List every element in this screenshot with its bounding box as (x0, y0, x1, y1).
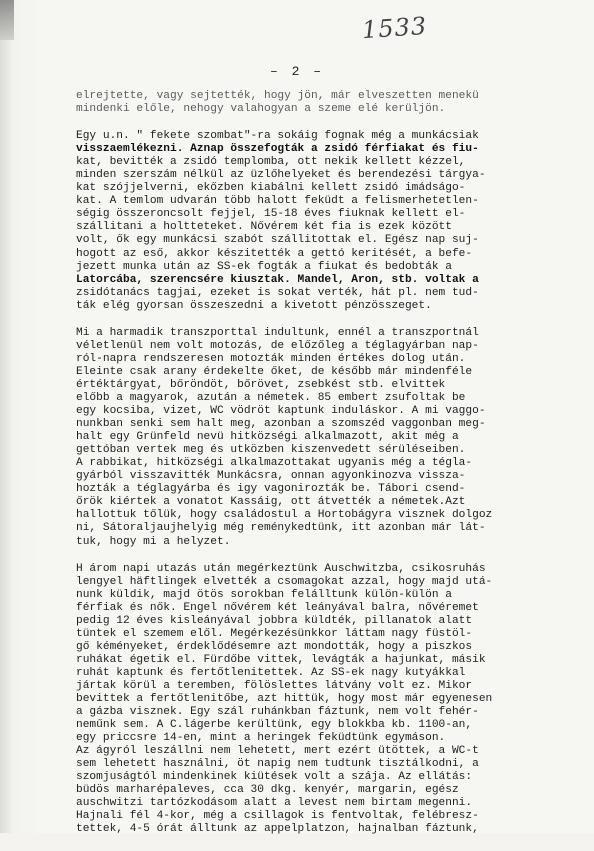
text-line: Mi a harmadik transzporttal indultunk, ennél a transzportnál (76, 326, 479, 339)
paragraph (76, 130, 582, 313)
text-line: ról-napra rendszeresen motozták minden értékes dolog után. (76, 352, 466, 365)
scan-edge-mark (0, 0, 14, 40)
text-line: ségig összeroncsolt fejjel, 15-18 éves fiuknak kellett el- (76, 208, 466, 221)
paragraph (76, 327, 582, 549)
text-line: volt, ők egy munkácsi szabót szállitottak el. Egész nap suj- (76, 234, 479, 247)
text-line: minden szerszám nélkül az üzlőhelyeket és berendezési tárgya- (76, 169, 486, 182)
text-line: ruhákat égetik el. Fürdőbe vittek, levágták a hajunkat, másik (76, 653, 486, 666)
text-line: elrejtette, vagy sejtették, hogy jön, már elveszetten menekü (76, 90, 479, 102)
text-line: hallottuk tőlük, hogy családostul a Hortobágyra visznek dolgoz (76, 509, 493, 522)
text-line: ruhát kaptunk és fertőtlenitettek. Az SS-ek nagy kutyákkal (76, 666, 466, 679)
text-line: gyárból visszavitték Munkácsra, onnan agyonkinozva vissza- (76, 470, 466, 483)
text-line: szállitani a holtteteket. Nővérem két fia is ezek között (76, 221, 452, 234)
text-line: zsidótanács tagjai, ezeket is sokat verték, hát pl. nem tud- (76, 286, 479, 299)
text-line: jezett munka után az SS-ek fogták a fiukat és bedobták a (76, 260, 452, 273)
text-line: gettóban vertek meg és utközben kiszenvedett sérüléseiben. (76, 444, 466, 457)
paragraph (76, 90, 582, 116)
text-line: Az ágyról leszállni nem lehetett, mert ezért ütöttek, a WC-t (76, 745, 479, 758)
text-line: A rabbikat, hitközségi alkalmazottakat ugyanis még a tégla- (76, 457, 473, 470)
text-line: tettek, 4-5 órát álltunk az appelplatzon, hajnalban fáztunk, (76, 823, 479, 836)
text-line: nunk küldik, majd ötös sorokban felálltunk külön-külön a (76, 588, 452, 601)
text-line: ták elég gyorsan összeszedni a kivetott pénzösszeget. (76, 299, 432, 312)
text-line: tuk, hogy mi a helyzet. (76, 535, 231, 548)
text-line: Hajnali fél 4-kor, még a csillagok is fentvoltak, felébresz- (76, 810, 479, 823)
text-line: kat szójjelverni, ekőzben kiabálni kellett zsidó imádságo- (76, 182, 466, 195)
text-line: mindenki előle, nehogy valahogyan a szeme elé kerüljön. (76, 103, 446, 116)
text-line: tüntek el szemem elől. Megérkezésünkkor láttam nagy füstöl- (76, 627, 473, 640)
text-line: büdös marharépaleves, cca 30 dkg. kenyér, margarin, egész (76, 784, 459, 797)
text-line: halt egy Grünfeld nevü hitközségi alkalmazott, akit még a (76, 431, 459, 444)
text-line: hogott az eső, akkor készitették a gettó keritését, a befe- (76, 247, 473, 260)
text-line: egy kocsiba, vizet, WC vödröt kaptunk induláskor. A mi vaggo- (76, 405, 486, 418)
text-line: őrök kiértek a vonatot Kassáig, ott átvették a németek.Azt (76, 496, 466, 509)
text-line: jártak körül a teremben, fölöslettes látvány volt ez. Mikor (76, 679, 473, 692)
text-line: kat, bevitték a zsidó templomba, ott nekik kellett kézzel, (76, 156, 466, 169)
text-line: lengyel häftlingek elvették a csomagokat azzal, hogy majd utá- (76, 575, 493, 588)
text-line: véletlenül nem volt motozás, de előzőleg a téglagyárban nap- (76, 339, 479, 352)
text-line: neműnk sem. A C.lágerbe kerültünk, egy blokkba kb. 1100-an, (76, 719, 473, 732)
text-line: hozták a téglagyárba és igy vagonirozták be. Tábori csend- (76, 483, 466, 496)
text-line: a gázba visznek. Egy szál ruhánkban fáztunk, nem volt fehér- (76, 706, 479, 719)
text-line: H árom napi utazás után megérkeztünk Auschwitzba, csikosruhás (76, 562, 486, 575)
typewritten-body (76, 90, 582, 851)
text-line: visszaemlékezni. Aznap összefogták a zsidó férfiakat és fiu- (76, 143, 479, 156)
text-line: szomjuságtól mindenkinek kiütések volt a szája. Az ellátás: (76, 771, 473, 784)
page-number: – 2 – (269, 64, 324, 79)
text-line: pedig 12 éves kisleányával jobbra küldték, pillanatok alatt (76, 614, 473, 627)
text-line: Eleinte csak arany érdekelte őket, de később már mindenféle (76, 365, 473, 378)
text-line: értéktárgyat, bőröndöt, bőrövet, zsebkést stb. elvittek (76, 378, 446, 391)
text-line: bevittek a fertőtlenitőbe, azt hittük, hogy most már egyenesen (76, 693, 493, 706)
text-line: ni, Sátoraljaujhelyig még reménykedtünk, itt azonban már lát- (76, 522, 486, 535)
text-line: előbb a magyarok, azután a németek. 85 embert zsufoltak be (76, 391, 466, 404)
paragraph (76, 563, 582, 837)
text-line: Latorcába, szerencsére kiusztak. Mandel, Áron, stb. voltak a (76, 273, 479, 286)
text-line: nunkban senki sem halt meg, azonban a szomszéd vaggonban meg- (76, 418, 486, 431)
text-line: Egy u.n. " fekete szombat"-ra sokáig fognak még a munkácsiak (76, 130, 479, 143)
text-line: egy priccsre 14-en, mint a heringek feküdtünk egymáson. (76, 732, 446, 745)
text-line: kat. A temlom udvarán több halott feküdt a felismerhetetlen- (76, 195, 479, 208)
text-line: gő kéményeket, érdeklődésemre azt mondották, hogy a piszkos (76, 640, 473, 653)
text-line: auschwitzi tartózkodásom alatt a levest nem birtam megenni. (76, 797, 473, 810)
text-line: férfiak és nők. Engel nővérem két leányával balra, nővéremet (76, 601, 479, 614)
handwritten-page-number: 1533 (361, 11, 428, 45)
text-line: sem lehetett használni, öt napig nem tudtunk tisztálkodni, a (76, 758, 479, 771)
